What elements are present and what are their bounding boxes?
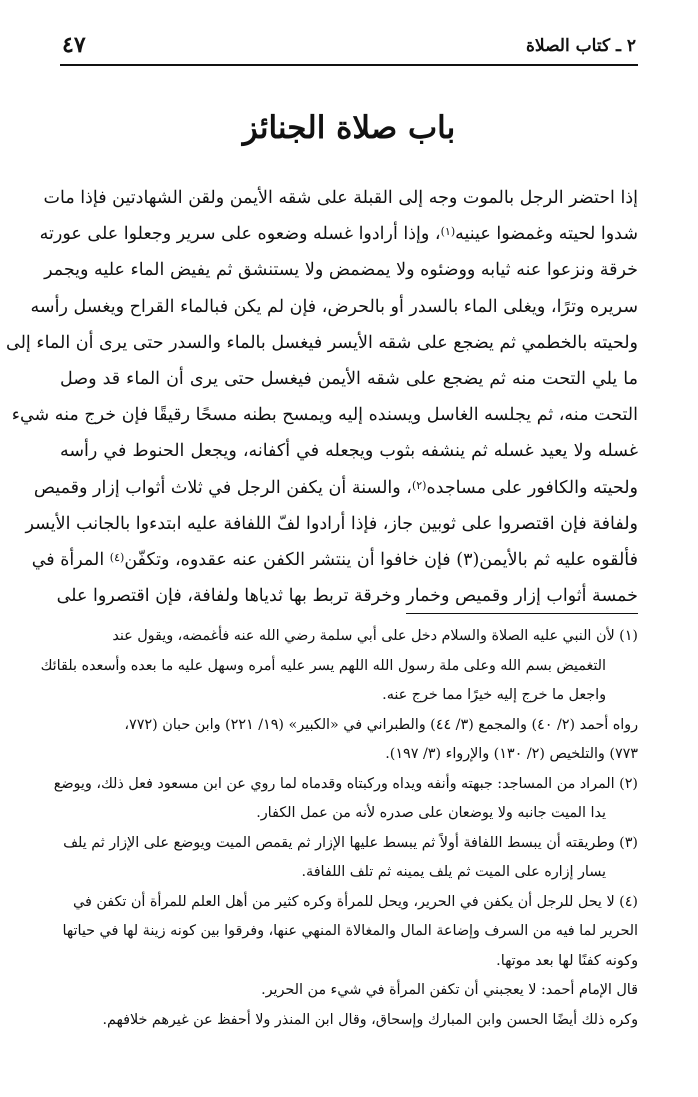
text-line: خرقة ونزعوا عنه ثيابه ووضئوه ولا يمضمض ولا يستنشق ثم يفيض الماء عليه ويجمر (44, 260, 638, 281)
footnote-line: التغميض بسم الله وعلى ملة رسول الله اللهم يسر عليه أمره وسهل عليه ما بعده وأسعده بلقائك (40, 657, 606, 674)
footnote-line: يدا الميت جانبه ولا يوضعان على صدره لأنه من عمل الكفار. (256, 805, 606, 821)
text-line: ما يلي التحت منه ثم يضجع على شقه الأيمن فيغسل حتى يرى أن الماء قد وصل (60, 368, 638, 389)
footnote-line: (٢) المراد من المساجد: جبهته وأنفه ويداه وركبتاه وقدماه لما روي عن ابن مسعود فعل ذلك، ويوضع (53, 775, 638, 792)
running-title: ٢ ـ كتاب الصلاة (526, 36, 636, 56)
footnote-reference: (٤) (109, 550, 125, 564)
text-line: ولحيته والكافور على مساجده$^{(٢)}$، والسنة أن يكفن الرجل في ثلاث أثواب إزار وقميص (33, 477, 638, 498)
footnote-line: يسار إزاره على الميت ثم يلف يمينه ثم تلف اللفافة. (301, 864, 606, 880)
footnote-line: وكونه كفنًا لها بعد موتها. (496, 952, 638, 969)
page-header (60, 30, 638, 66)
text-line: شدوا لحيته وغمضوا عينيه$^{(١)}$، وإذا أرادوا غسله وضعوه على سرير وجعلوا على عورته (39, 224, 638, 245)
footnote-line: (١) لأن النبي عليه الصلاة والسلام دخل على أبي سلمة رضي الله عنه فأغمضه، ويقول عند (112, 628, 638, 644)
footnote-reference: (١) (440, 225, 456, 239)
text-line: ولحيته بالخطمي ثم يضجع على شقه الأيسر فيغسل بالماء والسدر حتى يرى أن الماء إلى (6, 332, 638, 353)
footnote-reference: (٢) (411, 478, 427, 492)
text-line: فألقوه عليه ثم بالأيمن(٣) فإن خافوا أن ينتشر الكفن عنه عقدوه، وتكفّن$^{(٤)}$ المرأة في (31, 549, 638, 570)
text-line: خمسة أثواب إزار وقميص وخمار وخرقة تربط بها ثدياها ولفافة، فإن اقتصروا على (56, 586, 638, 607)
footnote-line: وكره ذلك أيضًا الحسن وابن المبارك وإسحاق، وقال ابن المنذر ولا أحفظ عن غيرهم خلافهم. (102, 1011, 638, 1028)
footnote-line: الحرير لما فيه من السرف وإضاعة المال والمغالاة المنهي عنها، وفرقوا بين كونه زينة لها في حياتها (62, 923, 638, 939)
main-text (6, 180, 638, 614)
footnote-separator (406, 613, 638, 614)
text-line: غسله ولا يعيد غسله ثم ينشفه بثوب ويجعله في أكفانه، ويجعل الحنوط في رأسه (60, 441, 638, 462)
footnote-line: رواه أحمد (٢/ ٤٠) والمجمع (٣/ ٤٤) والطبراني في «الكبير» (١٩/ ٢٢١) وابن حبان (٧٧٢، (124, 716, 638, 733)
footnotes (40, 622, 638, 1035)
text-line: ولفافة فإن اقتصروا على ثوبين جاز، فإذا أرادوا لفّ اللفافة عليه ابتدءوا بالجانب الأيسر (25, 513, 638, 534)
text-line: التحت منه، ثم يجلسه الغاسل ويسنده إليه ويمسح بطنه مسحًا رقيقًا فإن خرج منه شيء (11, 405, 638, 426)
footnote-line: (٣) وطريقته أن يبسط اللفافة أولاً ثم يبسط عليها الإزار ثم يقمص الميت ويوضع على الإزار ثم يلف (63, 834, 638, 851)
text-line: إذا احتضر الرجل بالموت وجه إلى القبلة على شقه الأيمن ولقن الشهادتين فإذا مات (43, 188, 638, 208)
footnote-line: (٤) لا يحل للرجل أن يكفن في الحرير، ويحل للمرأة وكره كثير من أهل العلم للمرأة أن تكفن في (73, 893, 638, 910)
text-line: سريره وترًا، ويغلى الماء بالسدر أو بالحرض، فإن لم يكن فبالماء القراح ويغسل رأسه (30, 296, 638, 317)
footnote-line: قال الإمام أحمد: لا يعجبني أن تكفن المرأة في شيء من الحرير. (261, 982, 638, 998)
page-number: ٤٧ (62, 32, 86, 58)
footnote-line: ٧٧٣) والتلخيص (٢/ ١٣٠) والإرواء (٣/ ١٩٧). (385, 746, 638, 762)
footnote-line: واجعل ما خرج إليه خيرًا مما خرج عنه. (382, 687, 606, 703)
chapter-title: باب صلاة الجنائز (242, 110, 456, 146)
